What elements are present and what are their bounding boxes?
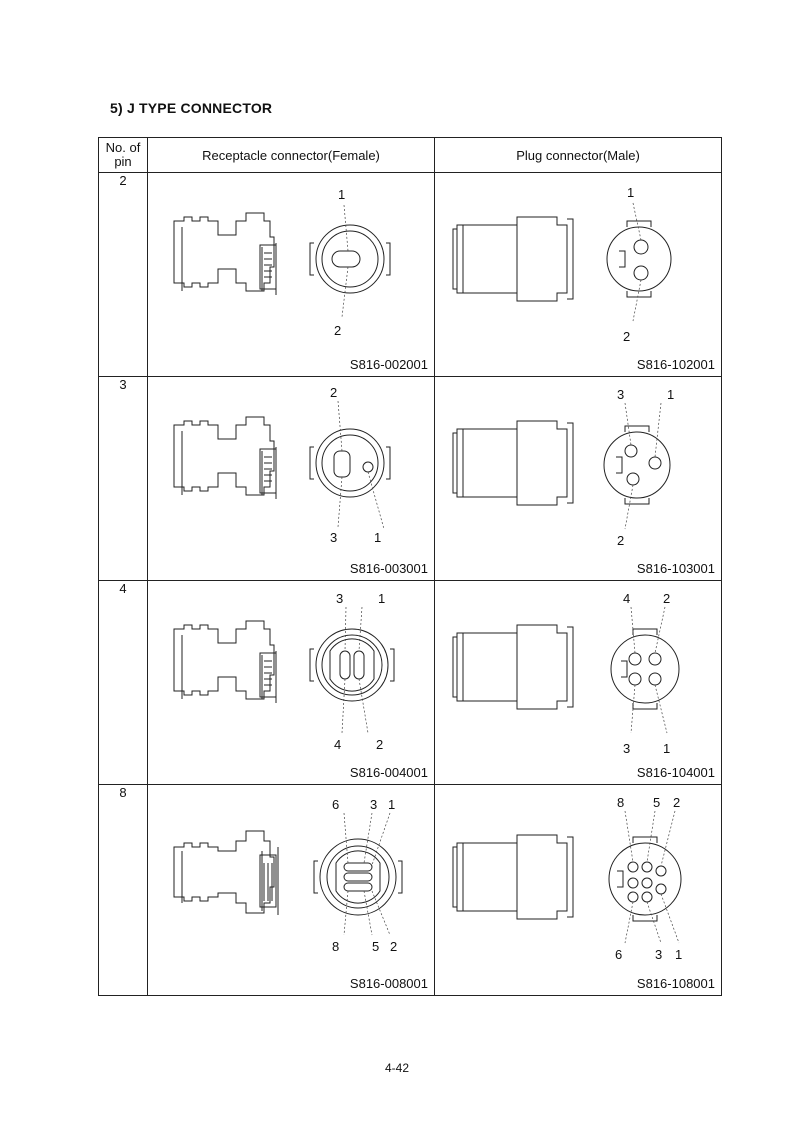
receptacle-pin-label: 8	[332, 939, 340, 954]
plug-pin-label: 1	[667, 387, 675, 402]
receptacle-pin-label: 2	[390, 939, 398, 954]
plug-cell	[435, 785, 722, 996]
plug-part-code: S816-104001	[636, 765, 715, 780]
plug-pin-label: 8	[617, 795, 625, 810]
plug-pin-label: 1	[675, 947, 683, 962]
plug-face-view	[607, 185, 671, 344]
plug-cell	[435, 377, 722, 581]
receptacle-pin-label: 4	[334, 737, 342, 752]
plug-side-view	[453, 217, 573, 301]
receptacle-pin-label: 5	[372, 939, 380, 954]
plug-pin-label: 3	[655, 947, 663, 962]
header-receptacle: Receptacle connector(Female)	[148, 138, 435, 173]
table-row	[99, 377, 722, 581]
pin-count-cell: 4	[99, 581, 148, 785]
plug-cell	[435, 173, 722, 377]
plug-pin-label: 2	[623, 329, 631, 344]
pin-count-cell: 3	[99, 377, 148, 581]
receptacle-cell	[148, 173, 435, 377]
receptacle-part-code: S816-004001	[349, 765, 428, 780]
plug-pin-label: 1	[663, 741, 671, 756]
plug-pin-label: 5	[653, 795, 661, 810]
receptacle-face-view	[310, 187, 390, 338]
receptacle-drawing	[148, 785, 434, 995]
table-row	[99, 173, 722, 377]
receptacle-face-view	[310, 591, 394, 752]
plug-pin-label: 2	[673, 795, 681, 810]
plug-face-view	[609, 795, 682, 962]
receptacle-part-code: S816-003001	[349, 561, 428, 576]
receptacle-pin-label: 6	[332, 797, 340, 812]
plug-cell	[435, 581, 722, 785]
receptacle-side-view	[174, 831, 278, 915]
section-title: 5) J TYPE CONNECTOR	[110, 100, 273, 116]
connector-table	[98, 137, 722, 996]
header-pin-line1: No. of	[105, 140, 141, 155]
receptacle-side-view	[174, 213, 276, 295]
plug-part-code: S816-108001	[636, 976, 715, 991]
receptacle-drawing	[148, 173, 434, 376]
header-pin-count	[99, 138, 148, 173]
plug-pin-label: 1	[627, 185, 635, 200]
receptacle-side-view	[174, 621, 276, 703]
plug-drawing	[435, 377, 721, 580]
header-plug: Plug connector(Male)	[435, 138, 722, 173]
receptacle-pin-label: 3	[370, 797, 378, 812]
receptacle-pin-label: 1	[378, 591, 386, 606]
receptacle-drawing	[148, 581, 434, 784]
plug-pin-label: 3	[623, 741, 631, 756]
receptacle-pin-label: 1	[374, 530, 382, 545]
page-number: 4-42	[384, 1061, 410, 1075]
receptacle-pin-label: 3	[330, 530, 338, 545]
plug-drawing	[435, 785, 721, 995]
header-pin-line2: pin	[114, 154, 132, 169]
plug-side-view	[453, 421, 573, 505]
plug-pin-label: 2	[663, 591, 671, 606]
table-row	[99, 785, 722, 996]
receptacle-face-view	[310, 385, 390, 545]
receptacle-pin-label: 1	[338, 187, 346, 202]
receptacle-face-view	[314, 797, 402, 954]
receptacle-side-view	[174, 417, 276, 499]
plug-pin-label: 6	[615, 947, 623, 962]
receptacle-part-code: S816-002001	[349, 357, 428, 372]
receptacle-cell	[148, 785, 435, 996]
receptacle-pin-label: 1	[388, 797, 396, 812]
plug-pin-label: 2	[617, 533, 625, 548]
receptacle-pin-label: 2	[330, 385, 338, 400]
receptacle-pin-label: 3	[336, 591, 344, 606]
receptacle-pin-label: 2	[376, 737, 384, 752]
plug-face-view	[611, 591, 679, 756]
receptacle-drawing	[148, 377, 434, 580]
plug-pin-label: 3	[617, 387, 625, 402]
table-row	[99, 581, 722, 785]
receptacle-cell	[148, 377, 435, 581]
receptacle-part-code: S816-008001	[349, 976, 428, 991]
plug-drawing	[435, 581, 721, 784]
plug-side-view	[453, 625, 573, 709]
pin-count-cell: 2	[99, 173, 148, 377]
plug-drawing	[435, 173, 721, 376]
table-header-row	[99, 138, 722, 173]
pin-count-cell: 8	[99, 785, 148, 996]
receptacle-cell	[148, 581, 435, 785]
receptacle-pin-label: 2	[334, 323, 342, 338]
plug-part-code: S816-103001	[636, 561, 715, 576]
plug-side-view	[453, 835, 573, 919]
plug-part-code: S816-102001	[636, 357, 715, 372]
plug-pin-label: 4	[623, 591, 631, 606]
plug-face-view	[604, 387, 674, 548]
